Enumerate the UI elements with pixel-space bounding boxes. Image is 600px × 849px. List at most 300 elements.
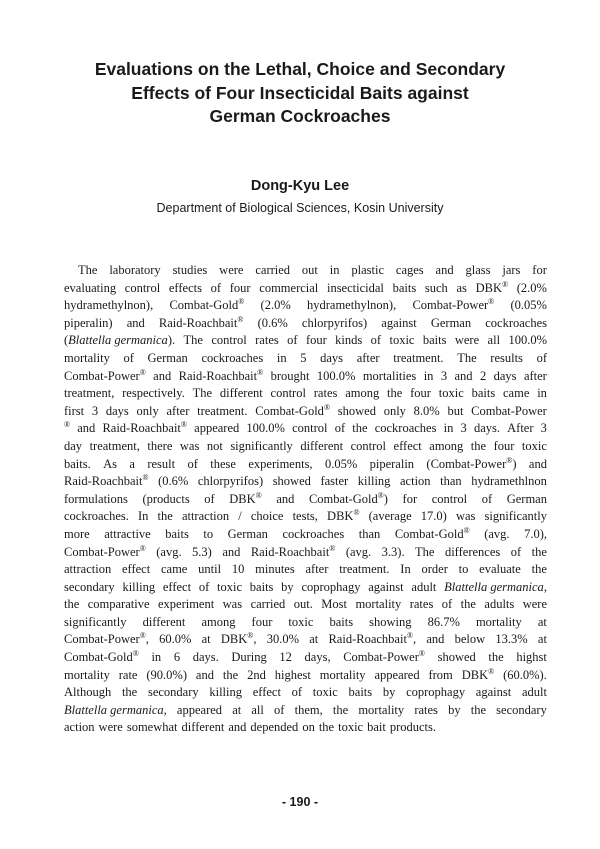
abstract-word: toxic bbox=[389, 333, 415, 348]
abstract-word: for bbox=[402, 491, 418, 506]
abstract-body bbox=[64, 262, 547, 737]
abstract-word: against bbox=[368, 579, 404, 594]
abstract-word: Raid-Roachbait®, bbox=[328, 631, 417, 647]
abstract-word: a bbox=[129, 456, 135, 471]
abstract-word: results bbox=[490, 350, 523, 365]
abstract-word: mortality bbox=[64, 667, 110, 682]
abstract-word: 86.7% bbox=[427, 614, 460, 629]
abstract-word: 30.0% bbox=[266, 632, 299, 647]
abstract-line bbox=[64, 631, 547, 649]
abstract-word: carried bbox=[255, 263, 291, 277]
abstract-word: for bbox=[532, 263, 547, 277]
abstract-word: effect bbox=[121, 562, 151, 577]
abstract-word: Combat-Power® bbox=[412, 297, 495, 313]
abstract-word: mortality bbox=[475, 614, 522, 629]
abstract-word: below bbox=[454, 632, 486, 647]
abstract-word: carried bbox=[250, 597, 286, 612]
abstract-word: (avg. bbox=[484, 526, 510, 541]
abstract-word: (60.0%). bbox=[503, 667, 547, 682]
abstract-word: different bbox=[142, 614, 186, 629]
abstract-line bbox=[64, 403, 547, 421]
abstract-word: differences bbox=[444, 544, 501, 559]
abstract-word: killing bbox=[209, 685, 242, 700]
abstract-word: toxic bbox=[521, 438, 547, 453]
abstract-word: were bbox=[219, 263, 244, 277]
abstract-word: plastic bbox=[351, 263, 385, 277]
abstract-word: baits bbox=[348, 685, 373, 700]
abstract-word: attraction bbox=[181, 509, 230, 524]
abstract-word: depended bbox=[250, 720, 299, 735]
abstract-line bbox=[64, 350, 547, 368]
abstract-line bbox=[64, 614, 547, 632]
paper-title bbox=[40, 58, 560, 129]
abstract-word: piperalin bbox=[369, 456, 415, 471]
abstract-word: order bbox=[421, 562, 448, 577]
abstract-word: commercial bbox=[259, 280, 319, 295]
abstract-word: studies bbox=[172, 263, 208, 277]
abstract-word: The bbox=[415, 544, 435, 559]
abstract-word: the bbox=[222, 667, 239, 682]
abstract-word: 3 bbox=[440, 368, 448, 383]
abstract-line bbox=[64, 596, 547, 614]
abstract-word: days. bbox=[192, 650, 219, 665]
abstract-line bbox=[64, 456, 547, 474]
abstract-word: 100.0% bbox=[246, 421, 285, 436]
abstract-line bbox=[64, 280, 547, 298]
abstract-word: control bbox=[292, 421, 328, 436]
abstract-word: coprophagy bbox=[406, 685, 466, 700]
abstract-word: of bbox=[510, 544, 522, 559]
abstract-word: all bbox=[251, 702, 264, 717]
abstract-word: After bbox=[507, 421, 534, 436]
abstract-word: rates bbox=[409, 597, 434, 612]
abstract-word: came bbox=[503, 386, 530, 401]
abstract-word: after bbox=[166, 403, 190, 418]
abstract-word: (avg. bbox=[156, 544, 182, 559]
abstract-word: the bbox=[470, 702, 487, 717]
abstract-word: appeared bbox=[194, 421, 240, 436]
abstract-word: four bbox=[410, 386, 431, 401]
abstract-word: of bbox=[210, 280, 222, 295]
abstract-word: the bbox=[64, 597, 80, 612]
abstract-word: DBK® bbox=[461, 666, 495, 682]
abstract-word: out bbox=[301, 263, 318, 277]
abstract-word: the bbox=[121, 685, 138, 700]
abstract-word: (0.05% bbox=[510, 298, 547, 313]
abstract-word: cockroaches bbox=[201, 350, 264, 365]
abstract-word: Combat-Power® bbox=[64, 543, 146, 559]
abstract-word: toxic bbox=[312, 685, 338, 700]
abstract-word: (0.6% bbox=[158, 474, 189, 489]
abstract-word: DBK® bbox=[327, 508, 360, 524]
abstract-word: laboratory bbox=[109, 263, 161, 277]
abstract-word: Most bbox=[321, 597, 347, 612]
abstract-word: (average bbox=[368, 509, 412, 524]
abstract-word: formulations bbox=[64, 491, 128, 506]
abstract-word: than bbox=[440, 474, 462, 489]
abstract-line bbox=[64, 420, 547, 438]
abstract-word: rates bbox=[255, 333, 279, 348]
abstract-word: significantly bbox=[230, 438, 293, 453]
abstract-word: of bbox=[198, 579, 210, 594]
abstract-word: 3.3). bbox=[381, 544, 405, 559]
abstract-word: only bbox=[136, 403, 159, 418]
abstract-word: were bbox=[98, 720, 123, 735]
abstract-word: evaluating bbox=[64, 280, 117, 295]
abstract-word: Combat-Gold® bbox=[255, 402, 331, 418]
abstract-word: In bbox=[400, 562, 411, 577]
abstract-word: and bbox=[435, 263, 454, 277]
abstract-word: Combat-Gold® bbox=[169, 297, 245, 313]
abstract-word: of bbox=[536, 350, 547, 365]
abstract-word: rate bbox=[118, 667, 138, 682]
abstract-word: and bbox=[153, 368, 172, 383]
abstract-word: of bbox=[291, 685, 303, 700]
abstract-word: cages bbox=[395, 263, 424, 277]
abstract-word: brought bbox=[270, 368, 310, 383]
abstract-word: In bbox=[138, 509, 149, 524]
abstract-word: on bbox=[302, 720, 315, 735]
abstract-word: the bbox=[352, 421, 368, 436]
abstract-word: Combat-Power bbox=[471, 403, 547, 418]
abstract-word: showed bbox=[272, 474, 311, 489]
abstract-word: DBK®, bbox=[220, 631, 257, 647]
abstract-word: 3 bbox=[460, 421, 467, 436]
abstract-word: 13.3% bbox=[495, 632, 528, 647]
abstract-word: showing bbox=[369, 614, 412, 629]
abstract-word: was bbox=[222, 597, 243, 612]
abstract-word: 3 bbox=[91, 403, 99, 418]
abstract-word: hydramethlnon bbox=[471, 474, 547, 489]
abstract-word: cockroaches bbox=[485, 315, 547, 330]
abstract-word: and bbox=[454, 368, 473, 383]
abstract-word: treatment, bbox=[64, 386, 115, 401]
abstract-word: and bbox=[426, 632, 445, 647]
abstract-word: mortality bbox=[358, 702, 405, 717]
abstract-word: control bbox=[124, 280, 161, 295]
abstract-word: German bbox=[430, 315, 472, 330]
abstract-word: in bbox=[537, 386, 547, 401]
abstract-line bbox=[64, 332, 547, 350]
abstract-word: among bbox=[429, 438, 464, 453]
abstract-word: Although bbox=[64, 685, 112, 700]
abstract-word: German bbox=[227, 526, 268, 541]
abstract-word: after bbox=[356, 350, 380, 365]
abstract-word: evaluate bbox=[479, 562, 521, 577]
abstract-word: treatment. bbox=[393, 350, 444, 365]
abstract-word: Blattella germanica, bbox=[444, 579, 547, 594]
abstract-word: against bbox=[475, 685, 512, 700]
abstract-word: appeared bbox=[374, 667, 420, 682]
abstract-word: came bbox=[160, 562, 188, 577]
abstract-word: not bbox=[206, 438, 223, 453]
abstract-word: of bbox=[204, 491, 215, 506]
abstract-word: toxic bbox=[438, 386, 464, 401]
abstract-word: were bbox=[522, 597, 547, 612]
abstract-word: of bbox=[441, 597, 453, 612]
abstract-word: mortality bbox=[355, 597, 402, 612]
abstract-word: after bbox=[523, 368, 547, 383]
abstract-word: control bbox=[211, 333, 247, 348]
abstract-word: effect bbox=[393, 438, 422, 453]
abstract-word: at bbox=[232, 702, 242, 717]
abstract-word: bait bbox=[367, 720, 386, 735]
abstract-word: attraction bbox=[64, 562, 112, 577]
abstract-word: 5 bbox=[300, 350, 307, 365]
abstract-word: experiment bbox=[157, 597, 215, 612]
abstract-line bbox=[64, 649, 547, 667]
abstract-word: Blattella germanica, bbox=[64, 702, 167, 717]
abstract-word: the bbox=[531, 544, 547, 559]
abstract-word: 7.0), bbox=[524, 526, 547, 541]
abstract-word: baits bbox=[422, 333, 447, 348]
abstract-word: respectively. bbox=[122, 386, 185, 401]
abstract-word: killing bbox=[122, 579, 156, 594]
abstract-word: 6 bbox=[173, 650, 181, 665]
abstract-word: (Combat-Power®) bbox=[426, 455, 517, 471]
abstract-word: 2 bbox=[479, 368, 487, 383]
abstract-word: baits bbox=[249, 579, 274, 594]
abstract-word: and bbox=[528, 456, 547, 471]
abstract-word: in bbox=[276, 350, 287, 365]
abstract-word: after bbox=[305, 562, 329, 577]
abstract-word: days, bbox=[304, 650, 331, 665]
abstract-word: the bbox=[157, 509, 173, 524]
abstract-word: different bbox=[300, 438, 344, 453]
abstract-word: baits bbox=[329, 614, 354, 629]
abstract-line bbox=[64, 438, 547, 456]
abstract-word: in bbox=[423, 368, 434, 383]
abstract-word: by bbox=[382, 685, 396, 700]
abstract-line bbox=[64, 526, 547, 544]
abstract-word: German bbox=[147, 350, 188, 365]
abstract-word: in bbox=[329, 263, 340, 277]
abstract-word: hydramethylnon), bbox=[64, 298, 154, 313]
abstract-word: from bbox=[428, 667, 453, 682]
abstract-word: killing bbox=[357, 474, 391, 489]
abstract-word: and bbox=[77, 421, 96, 436]
abstract-word: effect bbox=[252, 685, 281, 700]
abstract-word: at bbox=[309, 632, 319, 647]
abstract-word: and bbox=[195, 667, 214, 682]
abstract-word: During bbox=[231, 650, 267, 665]
abstract-word: significantly bbox=[484, 509, 547, 524]
abstract-word: secondary bbox=[496, 702, 547, 717]
abstract-word: rates bbox=[313, 386, 338, 401]
abstract-word: only bbox=[383, 403, 406, 418]
abstract-line bbox=[64, 297, 547, 315]
abstract-word: such bbox=[424, 280, 448, 295]
abstract-word: adult bbox=[521, 685, 547, 700]
abstract-word: among bbox=[201, 614, 236, 629]
abstract-word: (2.0% bbox=[516, 280, 547, 295]
abstract-word: (90.0%) bbox=[146, 667, 187, 682]
abstract-word: attractive bbox=[104, 526, 151, 541]
abstract-word: four bbox=[229, 280, 251, 295]
abstract-word: hydramethylnon), bbox=[307, 298, 397, 313]
abstract-word: toxic bbox=[217, 579, 243, 594]
abstract-word: (0.6% bbox=[257, 315, 288, 330]
abstract-word: baits. bbox=[64, 456, 91, 471]
abstract-word: The bbox=[192, 386, 213, 401]
abstract-word: 3 bbox=[540, 421, 547, 436]
abstract-word: and bbox=[126, 315, 145, 330]
abstract-word: was bbox=[455, 509, 476, 524]
abstract-line bbox=[64, 473, 547, 491]
title-line-3: German Cockroaches bbox=[209, 106, 391, 126]
abstract-word: insecticidal bbox=[326, 280, 384, 295]
abstract-word: appeared bbox=[176, 702, 223, 717]
abstract-word: of bbox=[481, 491, 493, 506]
abstract-word: (Blattella germanica). bbox=[64, 333, 176, 348]
abstract-word: adults bbox=[484, 597, 515, 612]
abstract-word: action bbox=[400, 474, 431, 489]
abstract-word: Combat-Gold® bbox=[394, 525, 470, 541]
abstract-word: and bbox=[228, 720, 247, 735]
abstract-word: 100.0% bbox=[316, 368, 356, 383]
abstract-word: but bbox=[447, 403, 464, 418]
abstract-word: The bbox=[183, 333, 203, 348]
abstract-word: of bbox=[187, 456, 198, 471]
abstract-word: days bbox=[493, 368, 517, 383]
abstract-word: coprophagy bbox=[301, 579, 361, 594]
abstract-word: action bbox=[64, 720, 95, 735]
abstract-word: 10 bbox=[231, 562, 245, 577]
abstract-word: control bbox=[350, 438, 387, 453]
abstract-word: at bbox=[201, 632, 211, 647]
abstract-word: comparative bbox=[87, 597, 150, 612]
abstract-word: the bbox=[460, 597, 476, 612]
abstract-word: of bbox=[287, 333, 298, 348]
abstract-line bbox=[64, 368, 547, 386]
abstract-word: adult bbox=[411, 579, 437, 594]
abstract-word: the bbox=[332, 702, 349, 717]
abstract-word: DBK® bbox=[229, 490, 262, 506]
abstract-word: minutes bbox=[255, 562, 295, 577]
abstract-word: highst bbox=[516, 650, 547, 665]
abstract-word: cockroaches bbox=[282, 526, 345, 541]
abstract-word: Raid-Roachbait® bbox=[102, 420, 187, 436]
abstract-word: 5.3) bbox=[192, 544, 212, 559]
abstract-word: days. bbox=[473, 421, 500, 436]
abstract-word: somewhat bbox=[126, 720, 178, 735]
author-name: Dong-Kyu Lee bbox=[250, 178, 350, 194]
abstract-word: four bbox=[305, 333, 327, 348]
abstract-line bbox=[64, 262, 547, 280]
abstract-word: / bbox=[238, 509, 242, 524]
abstract-word: the bbox=[488, 650, 504, 665]
abstract-word: As bbox=[103, 456, 118, 471]
abstract-word: toxic bbox=[338, 720, 364, 735]
abstract-word: products. bbox=[389, 720, 437, 735]
abstract-word: was bbox=[179, 438, 200, 453]
abstract-word: The bbox=[457, 350, 477, 365]
abstract-word: piperalin) bbox=[64, 315, 113, 330]
abstract-word: of bbox=[370, 333, 382, 348]
abstract-word: 60.0% bbox=[159, 632, 192, 647]
abstract-line bbox=[64, 719, 547, 737]
abstract-word: in bbox=[443, 421, 454, 436]
abstract-word: against bbox=[381, 315, 417, 330]
abstract-line bbox=[64, 561, 547, 579]
abstract-word: than bbox=[358, 526, 381, 541]
abstract-line bbox=[64, 508, 547, 526]
abstract-word: 12 bbox=[279, 650, 292, 665]
abstract-word: to bbox=[458, 562, 469, 577]
abstract-word: experiments, bbox=[248, 456, 313, 471]
abstract-word: 8.0% bbox=[413, 403, 440, 418]
abstract-word: by bbox=[281, 579, 294, 594]
abstract-word: toxic bbox=[288, 614, 314, 629]
abstract-word: mortalities bbox=[362, 368, 417, 383]
abstract-word: faster bbox=[320, 474, 349, 489]
abstract-word: baits bbox=[165, 526, 189, 541]
abstract-word: out. bbox=[293, 597, 313, 612]
abstract-word: days bbox=[320, 350, 344, 365]
abstract-word: at bbox=[537, 632, 547, 647]
abstract-word: the bbox=[531, 562, 547, 577]
title-line-1: Evaluations on the Lethal, Choice and Secondary bbox=[94, 59, 506, 79]
abstract-word: of bbox=[123, 350, 134, 365]
abstract-line bbox=[64, 579, 547, 597]
abstract-word: Combat-Power® bbox=[64, 367, 146, 383]
abstract-line bbox=[64, 544, 547, 562]
abstract-word: Raid-Roachbait® bbox=[64, 472, 149, 489]
abstract-word: kinds bbox=[335, 333, 363, 348]
abstract-word: treatment. bbox=[339, 562, 390, 577]
abstract-word: secondary bbox=[64, 579, 115, 594]
abstract-word: (2.0% bbox=[260, 298, 291, 313]
abstract-word: the bbox=[470, 438, 487, 453]
abstract-word: Raid-Roachbait® bbox=[158, 314, 244, 330]
abstract-word: Raid-Roachbait® bbox=[178, 367, 264, 383]
abstract-word: baits bbox=[392, 280, 417, 295]
abstract-word: chlorpyrifos) bbox=[301, 315, 368, 330]
abstract-line bbox=[64, 702, 547, 720]
abstract-word: significantly bbox=[64, 614, 127, 629]
abstract-word: tests, bbox=[292, 509, 318, 524]
abstract-word: showed bbox=[337, 403, 376, 418]
abstract-line bbox=[64, 667, 547, 685]
abstract-word: of bbox=[334, 421, 346, 436]
author-affiliation: Department of Biological Sciences, Kosin University bbox=[156, 201, 444, 215]
abstract-word: chlorpyrifos) bbox=[197, 474, 264, 489]
abstract-word: effect bbox=[162, 579, 192, 594]
abstract-word: in bbox=[151, 650, 162, 665]
abstract-word: days bbox=[105, 403, 129, 418]
abstract-word: there bbox=[147, 438, 173, 453]
abstract-word: the bbox=[318, 720, 335, 735]
abstract-word: glass bbox=[465, 263, 491, 277]
page-number: - 190 - bbox=[281, 795, 319, 809]
abstract-word: were bbox=[454, 333, 480, 348]
abstract-word: control bbox=[270, 386, 306, 401]
abstract-word: them, bbox=[294, 702, 323, 717]
abstract-word: more bbox=[64, 526, 90, 541]
abstract-word: mortality bbox=[64, 350, 110, 365]
abstract-line bbox=[64, 385, 547, 403]
abstract-word: control bbox=[431, 491, 468, 506]
abstract-word: among bbox=[345, 386, 380, 401]
abstract-word: choice bbox=[250, 509, 284, 524]
abstract-word: and bbox=[222, 544, 241, 559]
abstract-word: jars bbox=[502, 263, 521, 277]
abstract-word: DBK® bbox=[475, 279, 509, 295]
abstract-word: four bbox=[493, 438, 515, 453]
abstract-word: cockroaches. bbox=[64, 509, 129, 524]
abstract-line bbox=[64, 491, 547, 509]
abstract-word: Combat-Gold®) bbox=[308, 490, 388, 506]
